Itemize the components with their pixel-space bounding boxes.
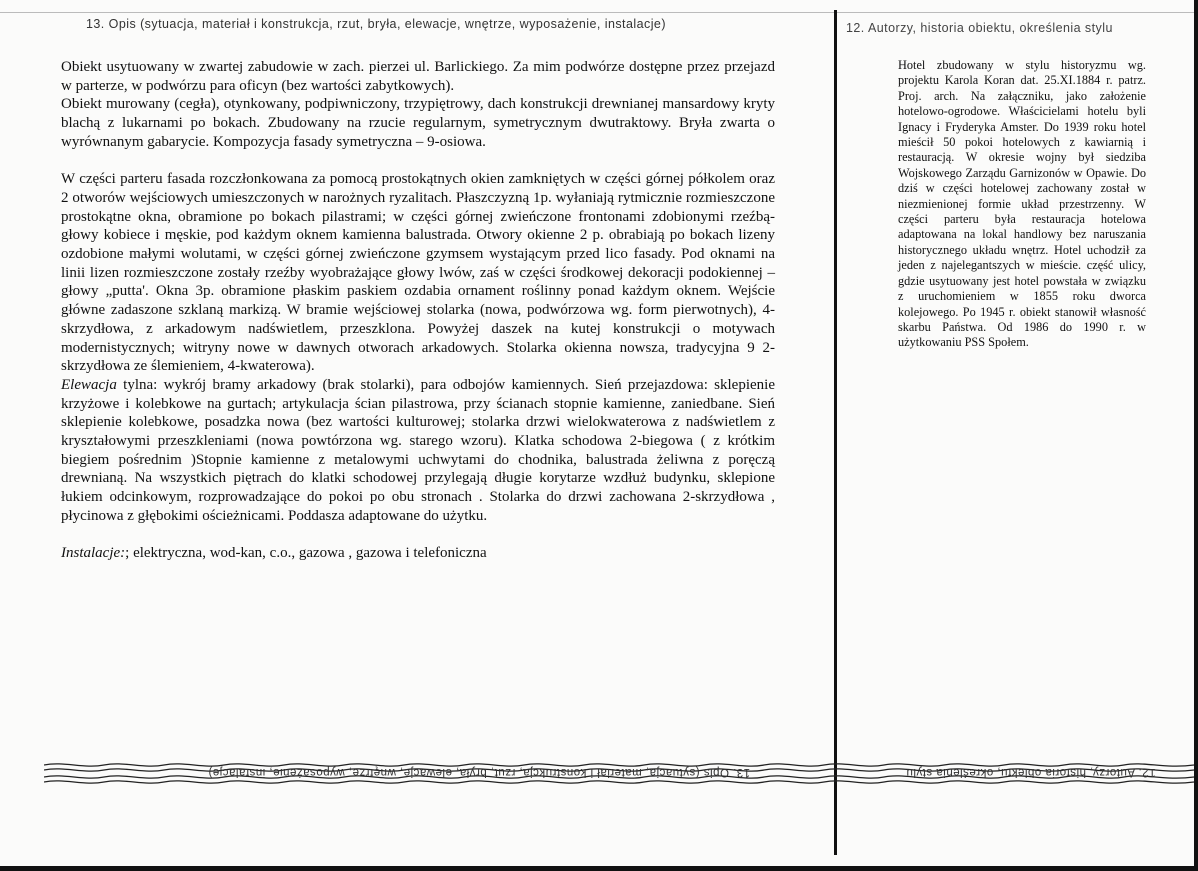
paragraph-installations xyxy=(61,544,775,563)
section-12-header: 12. Autorzy, historia obiektu, określenia stylu xyxy=(846,21,1113,35)
description-column xyxy=(61,58,775,563)
history-text: Hotel zbudowany w stylu historyzmu wg. projektu Karola Koran dat. 25.XI.1884 r. patrz. Proj. arch. Na załączniku, jako założenie hotelowo-ogrodowe. Właścicielami hotelu byli Ignacy i Fryderyka Amster. Do 1939 roku hotel mieścił 50 pokoi hotelowych z kawiarnią i restauracją. W okresie wojny był siedziba Wojskowego Zarządu Garnizonów w Opawie. Do dziś w części hotelowej zachowany został w niezmienionej formie układ przestrzenny. W części parteru była restauracja hotelowa adaptowana na lokal handlowy bez naruszania historycznego układu wnętrz. Hotel uchodził za jeden z najelegantszych w mieście. część ulicy, gdzie usytuowany jest hotel powstała w związku z uruchomieniem w 1855 roku dworca kolejowego. Po 1945 r. obiekt stanowił własność skarbu Państwa. Od 1986 do 1990 r. w użytkowaniu PSS Społem. xyxy=(898,58,1146,350)
paragraph-location: Obiekt usytuowany w zwartej zabudowie w zach. pierzei ul. Barlickiego. Za mim podwórze dostępne przez przejazd w parterze, w podwórzu para oficyn (bez wartości zabytkowych). xyxy=(61,59,775,94)
column-divider xyxy=(834,10,837,855)
paragraph-rear-elevation xyxy=(61,376,775,526)
elevation-label: Elewacja xyxy=(61,376,117,393)
elevation-text: tylna: wykrój bramy arkadowy (brak stolarki), para odbojów kamiennych. Sień przejazdowa: sklepienie krzyżowe i kolebkowe na gurtach; artykulacja ścian pilastrowa, przy ścianach stopnie kamienne, zaniedbane. Sień sklepienie kolebkowe, posadzka nowa (bez wartości kulturowej; stolarka drzwi wielokwaterowa z nadświetlem z kryształowymi przeszkleniami (nowa powtórzona wg. starego wzoru). Klatka schodowa 2-biegowa ( z krótkim biegiem pośrednim )Stopnie kamienne z metalowymi uchwytami do chodnika, balustrada żeliwna z poręczą drewnianą. Na wszystkich piętrach do klatki schodowej przylegają długie korytarze wzdłuż budynku, sklepione łukiem odcinkowym, rozprowadzające do pokoi po obu stronach . Stolarka do drzwi zachowana 2-skrzydłowa , płycinowa z głębokimi ościeżnicami. Poddasza adaptowane do użytku. xyxy=(61,376,775,524)
top-rule xyxy=(0,12,1194,13)
paragraph-construction: Obiekt murowany (cegła), otynkowany, podpiwniczony, trzypiętrowy, dach konstrukcji drewnianej mansardowy kryty blachą z lukarnami po bokach. Zbudowany na rzucie regularnym, symetrycznym dwutraktowy. Bryła zwarta o wyrównanym gabarycie. Kompozycja fasady symetryczna – 9-osiowa. xyxy=(61,96,775,150)
installations-text: ; elektryczna, wod-kan, c.o., gazowa , gazowa i telefoniczna xyxy=(125,545,487,562)
wave-line-4 xyxy=(44,781,1194,783)
installations-label: Instalacje: xyxy=(61,545,126,562)
scan-edge-bottom xyxy=(0,866,1198,871)
history-column xyxy=(898,58,1146,351)
mirrored-header-right: 12. Autorzy, historia obiektu, określenia stylu xyxy=(906,766,1156,778)
paragraph-facade: W części parteru fasada rozczłonkowana za pomocą prostokątnych okien zamkniętych w części górnej półkolem oraz 2 otworów wejściowych umieszczonych w narożnych ryzalitach. Płaszczyzną 1p. wyłaniają rytmicznie rozmieszczone prostokątne okna, obramione po bokach pilastrami; w części górnej zwieńczone frontonami zdobionymi rzeźbą- głowy kobiece i męskie, pod każdym oknem kamienna balustrada. Otwory okienne 2 p. obrabiają po bokach lizeny ozdobione małymi wolutami, w części górnej zwieńczone gzymsem wystającym przed lico fasady. Pod oknami na linii lizen rozmieszczone zostały rzeźby wyobrażające głowy lwów, zaś w części środkowej dekoracji podokiennej – głowy „putta'. Okna 3p. obramione płaskim paskiem ozdabia ornament roślinny ponad każdym oknem. Wejście główne zadaszone szklaną markizą. W bramie wejściowej stolarka (nowa, podwórzowa wg. form pierwotnych), 4-skrzydłowa, z arkadowym nadświetlem, przeszklona. Powyżej daszek na kutej konstrukcji o motywach modernistycznych; witryny nowe w dawnych otworach arkadowych. Stolarka okienna nowsza, tradycyjna 9 2-skrzydłowa ze ślemieniem, 4-kwaterowa). xyxy=(61,171,775,375)
mirrored-header-left: 13. Opis (sytuacja, materiał i konstrukcja, rzut, bryła, elewacje, wnętrze, wyposażenie, instalacje) xyxy=(208,766,751,778)
scan-edge-right xyxy=(1194,0,1198,871)
section-13-header: 13. Opis (sytuacja, materiał i konstrukcja, rzut, bryła, elewacje, wnętrze, wyposażenie, instalacje) xyxy=(86,17,666,31)
